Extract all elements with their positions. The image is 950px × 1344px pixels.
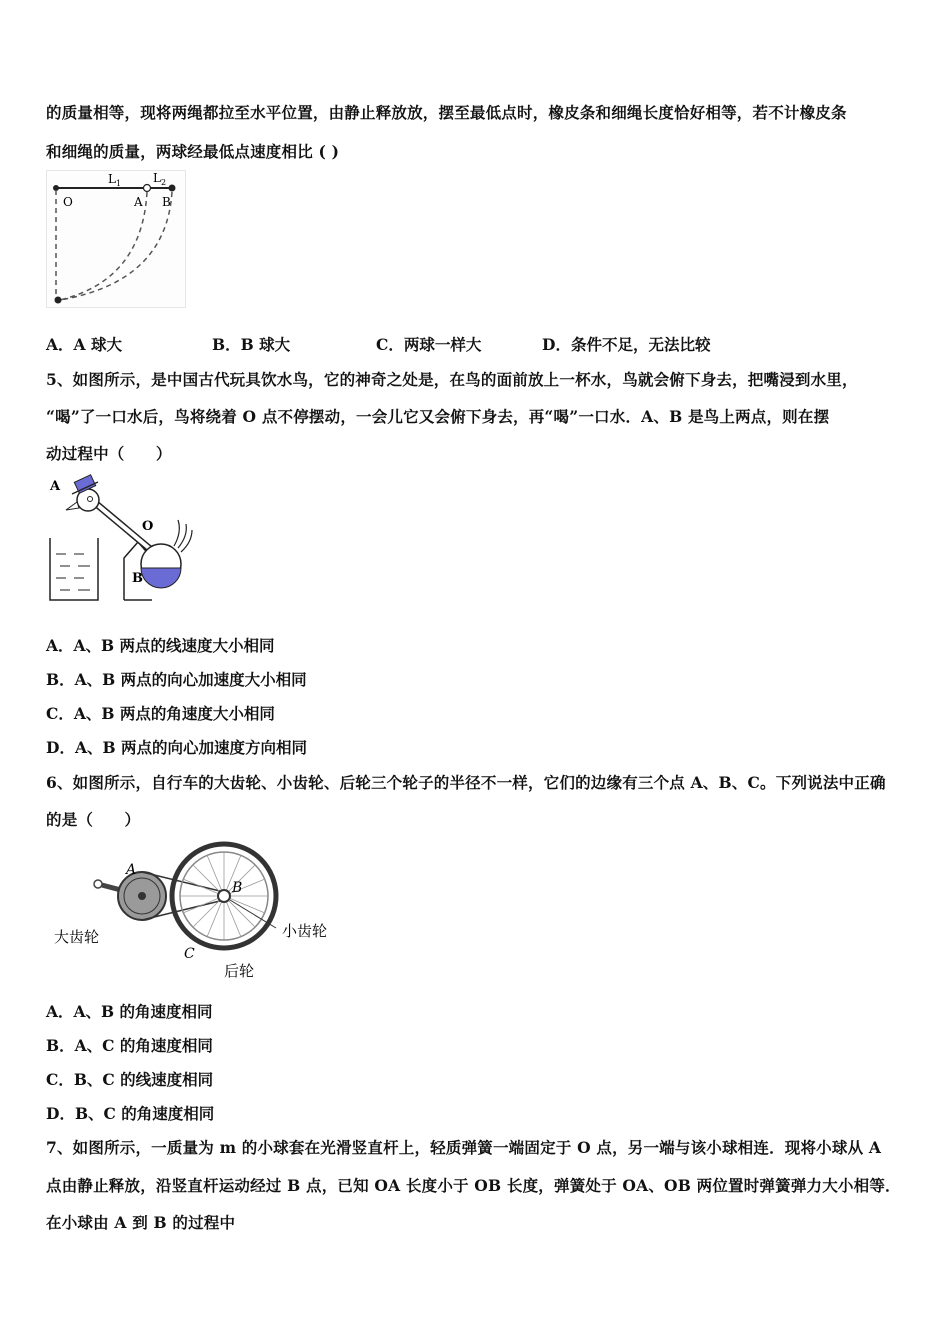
q5-text-line3: 动过程中（ ） — [46, 444, 172, 463]
q4-option-d: D．条件不足，无法比较 — [542, 335, 711, 354]
q4-option-a: A．A 球大 — [46, 335, 122, 354]
label-rear-wheel: 后轮 — [224, 962, 255, 980]
bird-beak — [66, 502, 79, 510]
q6-text-line2: 的是（ ） — [46, 810, 141, 829]
drinking-bird-figure — [46, 472, 196, 602]
q4-text-line2: 和细绳的质量，两球经最低点速度相比 ( ) — [46, 142, 340, 161]
label-a: A — [126, 862, 137, 878]
label-small-gear: 小齿轮 — [282, 922, 328, 940]
small-gear — [218, 890, 230, 902]
q7-text-line3: 在小球由 A 到 B 的过程中 — [46, 1213, 236, 1232]
q6-text-line1: 6、如图所示，自行车的大齿轮、小齿轮、后轮三个轮子的半径不一样，它们的边缘有三个点 A、B、C。下列说法中正确 — [46, 773, 886, 792]
water-cup — [50, 538, 98, 600]
q4-option-c: C．两球一样大 — [376, 335, 482, 354]
q6-option-a: A．A、B 的角速度相同 — [46, 1002, 213, 1021]
q6-option-d: D．B、C 的角速度相同 — [46, 1104, 215, 1123]
label-o: O — [63, 195, 73, 209]
q5-text-line1: 5、如图所示，是中国古代玩具饮水鸟，它的神奇之处是，在鸟的面前放上一杯水，鸟就会俯下身去，把嘴浸到水里， — [46, 370, 858, 389]
q5-option-b: B．A、B 两点的向心加速度大小相同 — [46, 670, 307, 689]
q5-option-a: A．A、B 两点的线速度大小相同 — [46, 636, 275, 655]
q6-option-c: C．B、C 的线速度相同 — [46, 1070, 214, 1089]
lowest-point — [55, 297, 62, 304]
bicycle-gear-figure — [46, 838, 342, 984]
label-l2: $L_2$ — [153, 171, 167, 187]
label-a: A — [134, 195, 143, 209]
q6-option-b: B．A、C 的角速度相同 — [46, 1036, 213, 1055]
label-a: A — [50, 479, 61, 494]
label-c: C — [184, 946, 195, 962]
label-big-gear: 大齿轮 — [54, 928, 100, 946]
q4-option-b: B．B 球大 — [212, 335, 291, 354]
q5-text-line2: “喝”了一口水后，鸟将绕着 O 点不停摆动，一会儿它又会俯下身去，再“喝”一口水．A、B 是鸟上两点，则在摆 — [46, 407, 830, 426]
label-b: B — [232, 880, 243, 896]
q4-text-line1: 的质量相等，现将两绳都拉至水平位置，由静止释放放，摆至最低点时，橡皮条和细绳长度恰好相等，若不计橡皮条 — [46, 103, 847, 122]
bird-tail — [174, 520, 192, 552]
label-o: O — [142, 519, 154, 534]
label-b: B — [162, 195, 171, 209]
label-b: B — [132, 571, 143, 586]
label-l1: $L_1$ — [108, 172, 122, 188]
q5-option-c: C．A、B 两点的角速度大小相同 — [46, 704, 275, 723]
q7-text-line2: 点由静止释放，沿竖直杆运动经过 B 点，已知 OA 长度小于 OB 长度，弹簧处于 OA、OB 两位置时弹簧弹力大小相等． — [46, 1176, 901, 1195]
q5-option-d: D．A、B 两点的向心加速度方向相同 — [46, 738, 307, 757]
q7-text-line1: 7、如图所示，一质量为 m 的小球套在光滑竖直杆上，轻质弹簧一端固定于 O 点，另一端与该小球相连．现将小球从 A — [46, 1138, 882, 1157]
ball-a-start — [144, 185, 151, 192]
ball-b-start — [169, 185, 176, 192]
pendulum-figure — [46, 170, 186, 308]
